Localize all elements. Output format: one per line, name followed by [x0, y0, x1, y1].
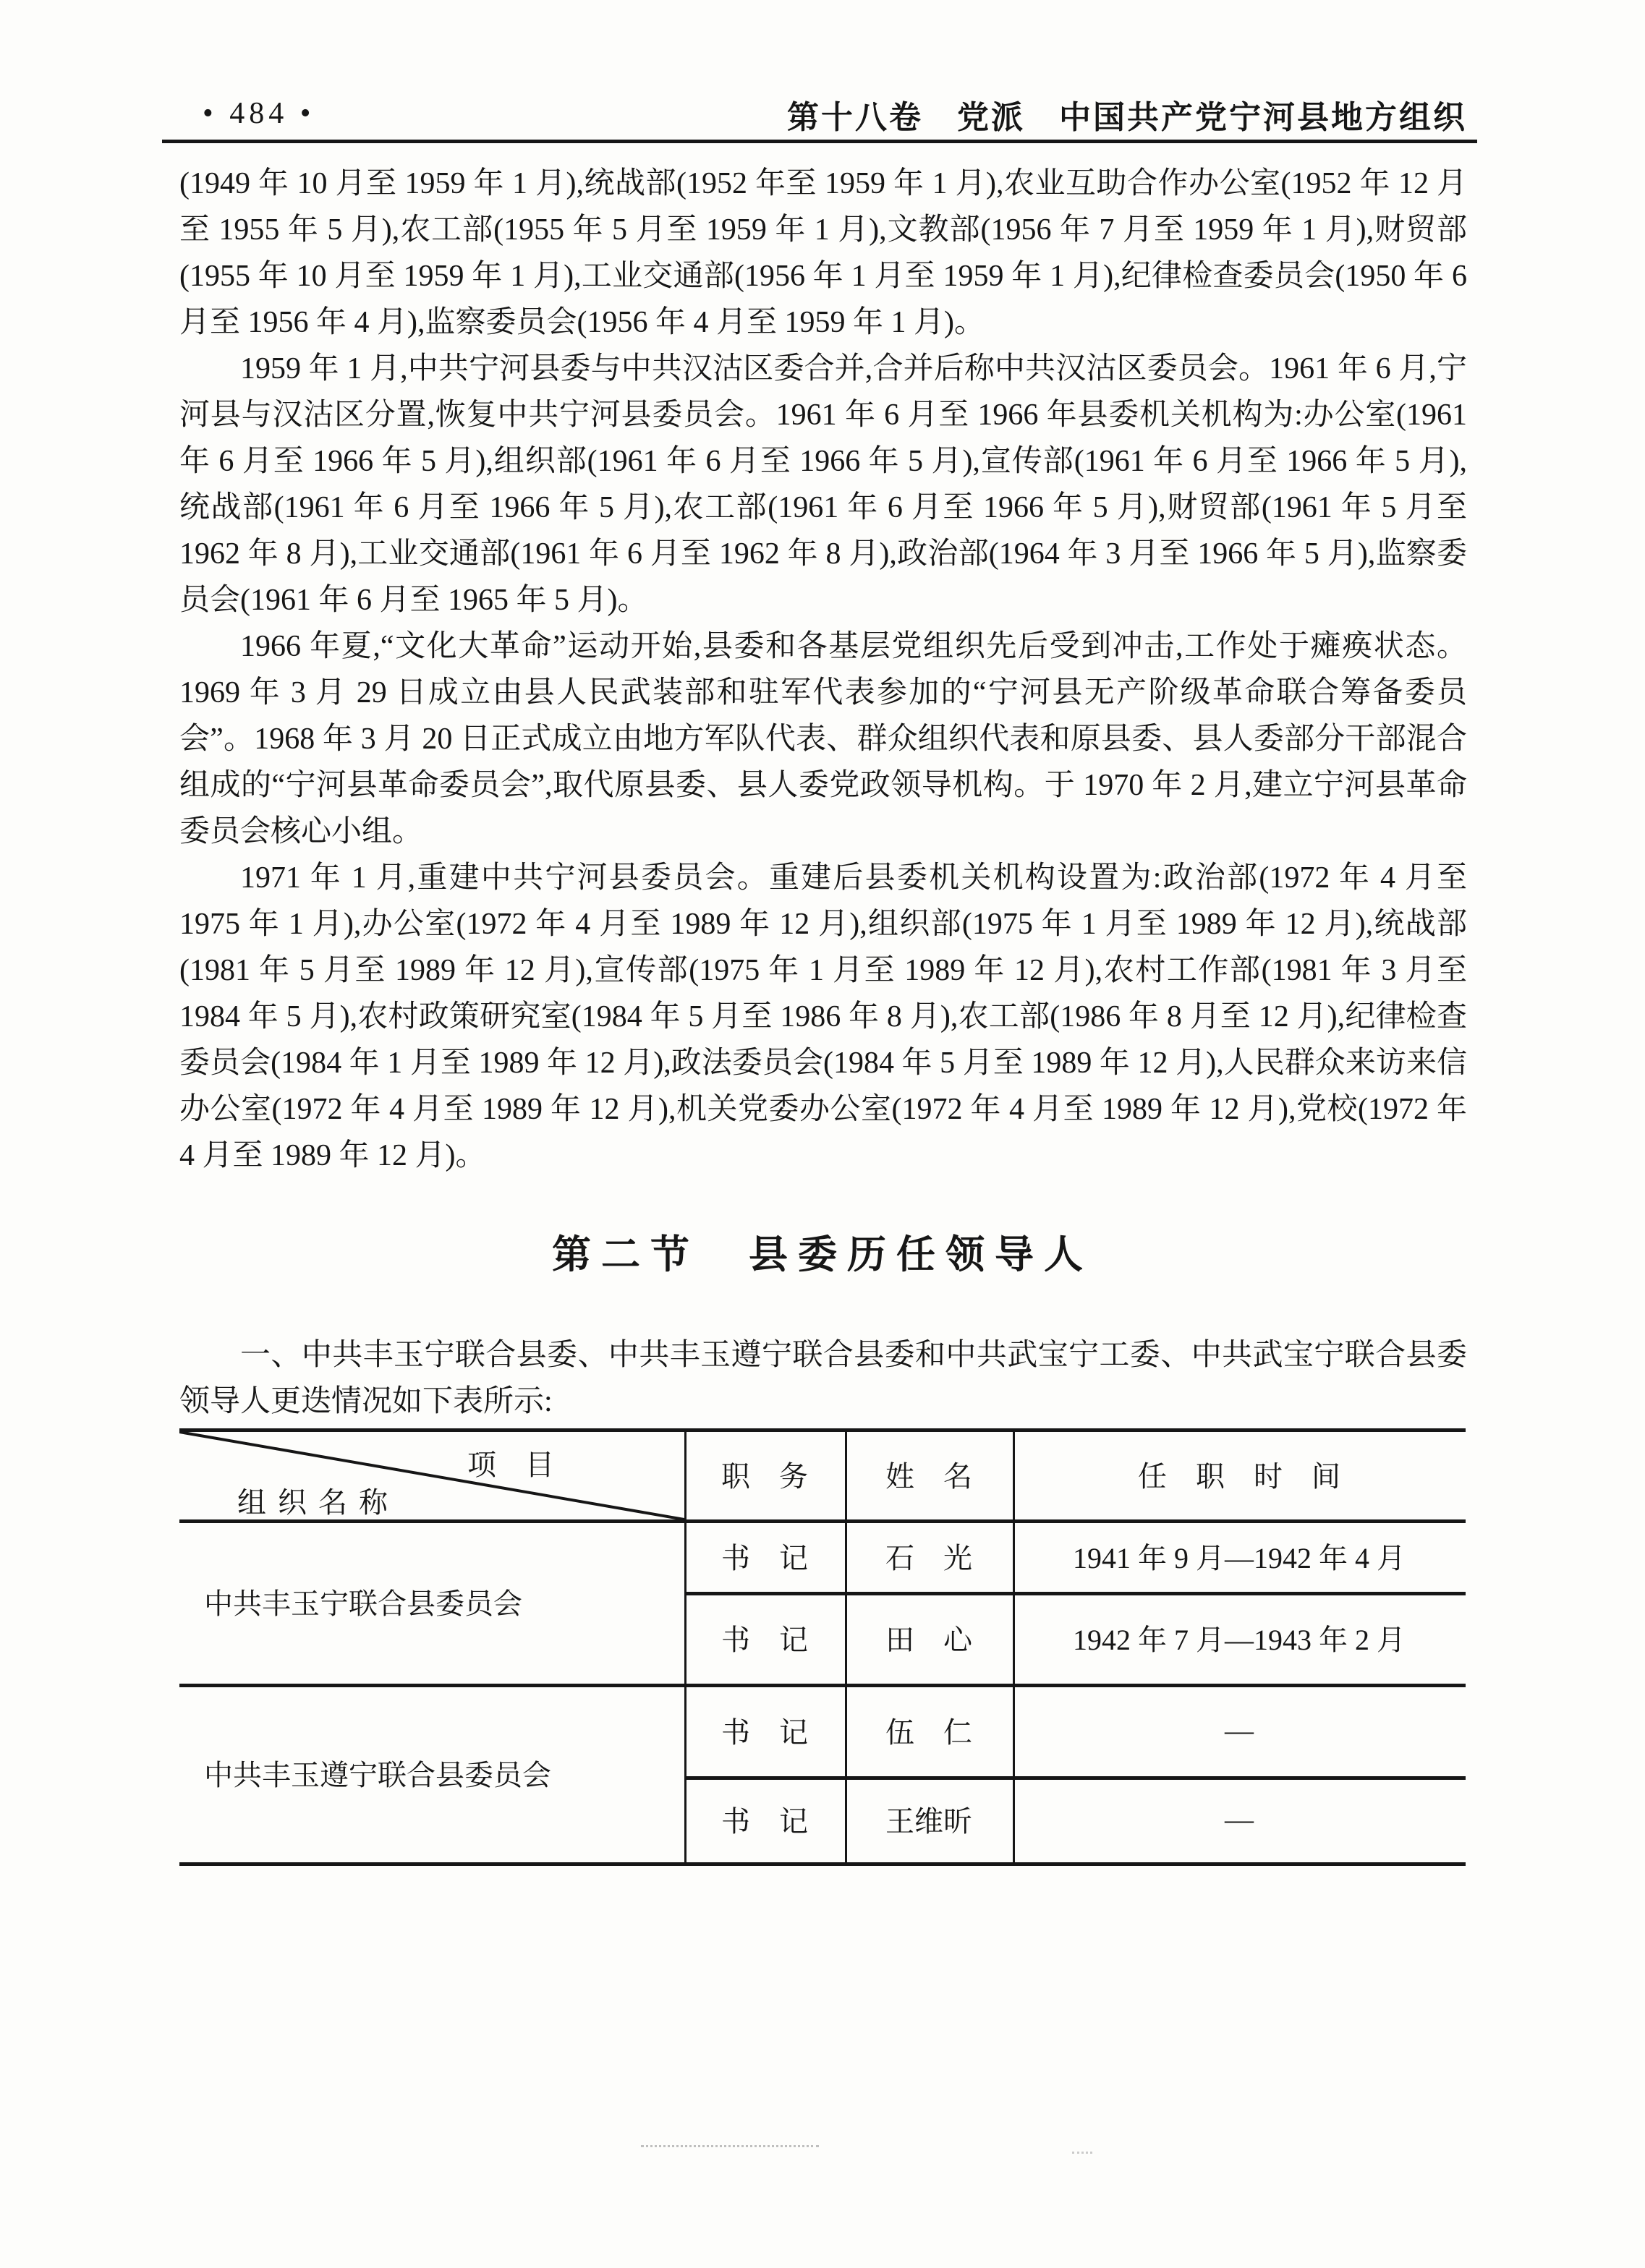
corner-label-item: 项 目 [467, 1449, 554, 1481]
corner-label-organization: 组织名称 [237, 1486, 399, 1519]
table-cell-tenure: 1941 年 9 月—1942 年 4 月 [1073, 1541, 1406, 1574]
org-cell-fengyuzunning: 中共丰玉遵宁联合县委员会 [204, 1759, 551, 1791]
table-cell-name: 田 心 [885, 1624, 972, 1656]
table-cell-tenure: — [1225, 1803, 1254, 1836]
table-cell-tenure: — [1225, 1713, 1254, 1747]
table-intro: 一、中共丰玉宁联合县委、中共丰玉遵宁联合县委和中共武宝宁工委、中共武宝宁联合县委领导人更迭情况如下表所示: [179, 1339, 1467, 1418]
table-corner-cell [179, 1432, 684, 1519]
column-header-name: 姓 名 [885, 1459, 972, 1493]
table-cell-post: 书 记 [721, 1624, 808, 1656]
header-rule [162, 140, 1477, 143]
org-cell-fengyuning: 中共丰玉宁联合县委员会 [204, 1587, 522, 1620]
table-cell-post: 书 记 [721, 1805, 808, 1838]
scan-noise [1072, 2152, 1092, 2154]
table-border-bottom [179, 1862, 1466, 1866]
table-cell-tenure: 1942 年 7 月—1943 年 2 月 [1073, 1624, 1406, 1656]
leaders-table [179, 1428, 1466, 1867]
table-cell-name: 石 光 [885, 1541, 972, 1574]
section-title: 第二节 县委历任领导人 [552, 1233, 1093, 1276]
table-cell-name: 王维昕 [885, 1805, 972, 1838]
table-cell-name: 伍 仁 [885, 1715, 972, 1749]
paragraph-2: 1959 年 1 月,中共宁河县委与中共汉沽区委合并,合并后称中共汉沽区委员会。1961 年 6 月,宁河县与汉沽区分置,恢复中共宁河县委员会。1961 年 6 月至 1966 年县委机关机构为:办公室(1961 年 6 月至 1966 年 5 月),组织部(1961 年 6 月至 1966 年 5 月),宣传部(1961 年 6 月至 1966 年 5 月),统战部(1961 年 6 月至 1966 年 5 月),农工部(1961 年 6 月至 1966 年 5 月),财贸部(1961 年 5 月至 1962 年 8 月),工业交通部(1961 年 6 月至 1962 年 8 月),政治部(1964 年 3 月至 1966 年 5 月),监察委员会(1961 年 6 月至 1965 年 5 月)。 [179, 352, 1467, 617]
table-cell-post: 书 记 [721, 1541, 808, 1574]
paragraph-4: 1971 年 1 月,重建中共宁河县委员会。重建后县委机关机构设置为:政治部(1972 年 4 月至 1975 年 1 月),办公室(1972 年 4 月至 1989 年 12 月),组织部(1975 年 1 月至 1989 年 12 月),统战部(1981 年 5 月至 1989 年 12 月),宣传部(1975 年 1 月至 1989 年 12 月),农村工作部(1981 年 3 月至 1984 年 5 月),农村政策研究室(1984 年 5 月至 1986 年 8 月),农工部(1986 年 8 月至 12 月),纪律检查委员会(1984 年 1 月至 1989 年 12 月),政法委员会(1984 年 5 月至 1989 年 12 月),人民群众来访来信办公室(1972 年 4 月至 1989 年 12 月),机关党委办公室(1972 年 4 月至 1989 年 12 月),党校(1972 年 4 月至 1989 年 12 月)。 [179, 861, 1467, 1172]
column-header-post: 职 务 [721, 1459, 808, 1493]
table-cell-post: 书 记 [721, 1715, 808, 1749]
volume-header: 第十八卷 党派 中国共产党宁河县地方组织 [787, 100, 1467, 135]
column-header-tenure: 任 职 时 间 [1138, 1459, 1340, 1493]
body-text [179, 161, 1467, 1198]
paragraph-1: (1949 年 10 月至 1959 年 1 月),统战部(1952 年至 1959 年 1 月),农业互助合作办公室(1952 年 12 月至 1955 年 5 月),农工部(1955 年 5 月至 1959 年 1 月),文教部(1956 年 7 月至 1959 年 1 月),财贸部(1955 年 10 月至 1959 年 1 月),工业交通部(1956 年 1 月至 1959 年 1 月),纪律检查委员会(1950 年 6 月至 1956 年 4 月),监察委员会(1956 年 4 月至 1959 年 1 月)。 [179, 167, 1467, 339]
scan-noise [641, 2145, 819, 2147]
paragraph-3: 1966 年夏,“文化大革命”运动开始,县委和各基层党组织先后受到冲击,工作处于瘫痪状态。1969 年 3 月 29 日成立由县人民武装部和驻军代表参加的“宁河县无产阶级革命联合筹备委员会”。1968 年 3 月 20 日正式成立由地方军队代表、群众组织代表和原县委、县人委部分干部混合组成的“宁河县革命委员会”,取代原县委、县人委党政领导机构。于 1970 年 2 月,建立宁河县革命委员会核心小组。 [179, 630, 1467, 848]
page-number: • 484 • [203, 97, 315, 130]
